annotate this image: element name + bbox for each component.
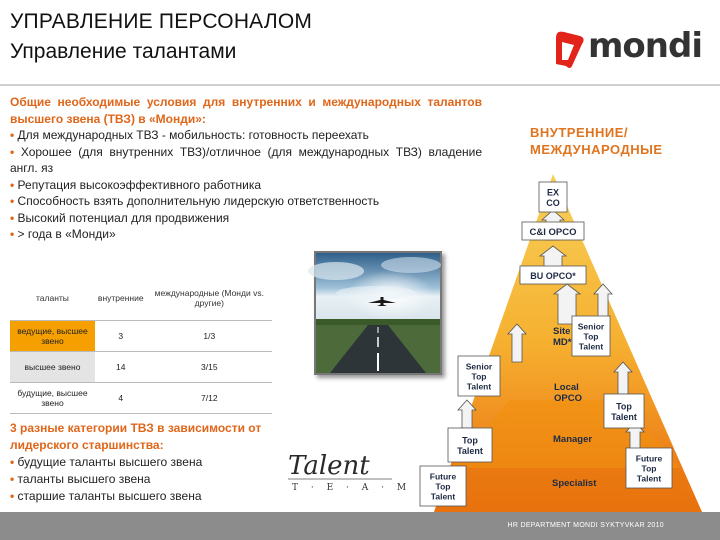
list-item-text: Репутация высокоэффективного работника bbox=[17, 177, 262, 192]
table-cell: 1/3 bbox=[147, 320, 272, 351]
list-item-text: > года в «Монди» bbox=[17, 227, 116, 241]
table-row bbox=[10, 382, 272, 413]
bullet: • bbox=[10, 144, 15, 159]
page-subtitle: Управление талантами bbox=[10, 40, 237, 63]
pyramid-label-top-talent-left: Top Talent bbox=[457, 435, 483, 456]
pyramid-title-line2: МЕЖДУНАРОДНЫЕ bbox=[530, 142, 663, 157]
mondi-logo-icon bbox=[552, 26, 588, 70]
categories-block bbox=[10, 420, 320, 505]
bullet: • bbox=[10, 128, 15, 142]
list-item-text: старшие таланты высшего звена bbox=[17, 489, 202, 503]
bullet: • bbox=[10, 227, 15, 241]
mondi-logo-text: mondi bbox=[588, 26, 702, 66]
list-item-text: Для международных ТВЗ - мобильность: готовность переехать bbox=[17, 128, 369, 142]
list-item bbox=[10, 144, 482, 177]
talent-team-logo bbox=[284, 447, 412, 495]
pyramid-label-local-opco: Local OPCO bbox=[554, 382, 582, 404]
footer-text: HR DEPARTMENT MONDI SYKTYVKAR 2010 bbox=[507, 522, 664, 529]
pyramid-label-senior-left: Senior Top Talent bbox=[465, 361, 493, 392]
table-cell: ведущие, высшее звено bbox=[10, 320, 95, 351]
table-cell: 3/15 bbox=[147, 351, 272, 382]
pyramid-label-future-left: Future Top Talent bbox=[429, 471, 457, 502]
table-header: таланты bbox=[36, 292, 69, 303]
pyramid-label-top-talent-right: Top Talent bbox=[611, 401, 637, 422]
talent-pyramid bbox=[426, 166, 710, 512]
bullet: • bbox=[10, 194, 15, 208]
footer-bar bbox=[0, 512, 720, 540]
mondi-logo bbox=[552, 26, 712, 70]
pyramid-label-manager: Manager bbox=[553, 434, 593, 445]
bullet: • bbox=[10, 210, 15, 225]
table-cell: 7/12 bbox=[147, 382, 272, 413]
bullet: • bbox=[10, 177, 15, 192]
pyramid-label-future-right: Future Top Talent bbox=[635, 453, 663, 484]
pyramid-label-senior-right: Senior Top Talent bbox=[577, 321, 605, 352]
table-cell: высшее звено bbox=[10, 351, 95, 382]
table-cell: 14 bbox=[95, 351, 147, 382]
table-cell: 4 bbox=[95, 382, 147, 413]
conditions-heading: Общие необходимые условия для внутренних и международных талантов высшего звена (ТВЗ) в «Монди»: bbox=[10, 95, 482, 126]
table-header: внутренние bbox=[97, 292, 144, 303]
pyramid-title bbox=[530, 124, 663, 158]
table-cell: будущие, высшее звено bbox=[10, 382, 95, 413]
airplane-photo bbox=[314, 251, 442, 375]
pyramid-label-specialist: Specialist bbox=[552, 478, 597, 489]
list-item bbox=[10, 177, 482, 194]
talent-logo-word: Talent bbox=[288, 451, 370, 481]
pyramid-label-site-md: Site MD* bbox=[553, 326, 572, 348]
pyramid-label-ex-co: EX CO bbox=[546, 187, 560, 208]
list-item bbox=[10, 193, 482, 210]
pyramid-label-bu-opco: BU OPCO* bbox=[530, 270, 576, 281]
categories-heading: 3 разные категории ТВЗ в зависимости от лидерского старшинства: bbox=[10, 421, 262, 452]
bullet: • bbox=[10, 455, 15, 469]
list-item-text: Способность взять дополнительную лидерскую ответственность bbox=[17, 194, 380, 208]
list-item bbox=[10, 488, 320, 505]
table-header-row bbox=[10, 276, 272, 320]
list-item bbox=[10, 226, 482, 243]
list-item bbox=[10, 454, 320, 471]
list-item bbox=[10, 471, 320, 488]
bullet: • bbox=[10, 489, 15, 503]
list-item-text: Высокий потенциал для продвижения bbox=[17, 210, 230, 225]
list-item-text: таланты высшего звена bbox=[17, 472, 151, 486]
bullet: • bbox=[10, 472, 15, 486]
talent-logo-letters: T · E · A · M bbox=[292, 483, 412, 493]
table-row bbox=[10, 351, 272, 382]
list-item bbox=[10, 210, 482, 227]
table-cell: 3 bbox=[95, 320, 147, 351]
conditions-block bbox=[10, 94, 482, 243]
list-item-text: будущие таланты высшего звена bbox=[17, 455, 203, 469]
list-item bbox=[10, 127, 482, 144]
table-header: международные (Монди vs. другие) bbox=[154, 287, 264, 308]
pyramid-label-ci-opco: C&I OPCO bbox=[529, 227, 577, 238]
talents-table bbox=[10, 276, 272, 414]
page-title: УПРАВЛЕНИЕ ПЕРСОНАЛОМ bbox=[10, 10, 313, 33]
pyramid-title-line1: ВНУТРЕННИЕ/ bbox=[530, 125, 629, 140]
list-item-text: Хорошее (для внутренних ТВЗ)/отличное (для международных ТВЗ) владение англ. яз bbox=[10, 144, 482, 175]
header-divider bbox=[0, 84, 720, 86]
table-row bbox=[10, 320, 272, 351]
